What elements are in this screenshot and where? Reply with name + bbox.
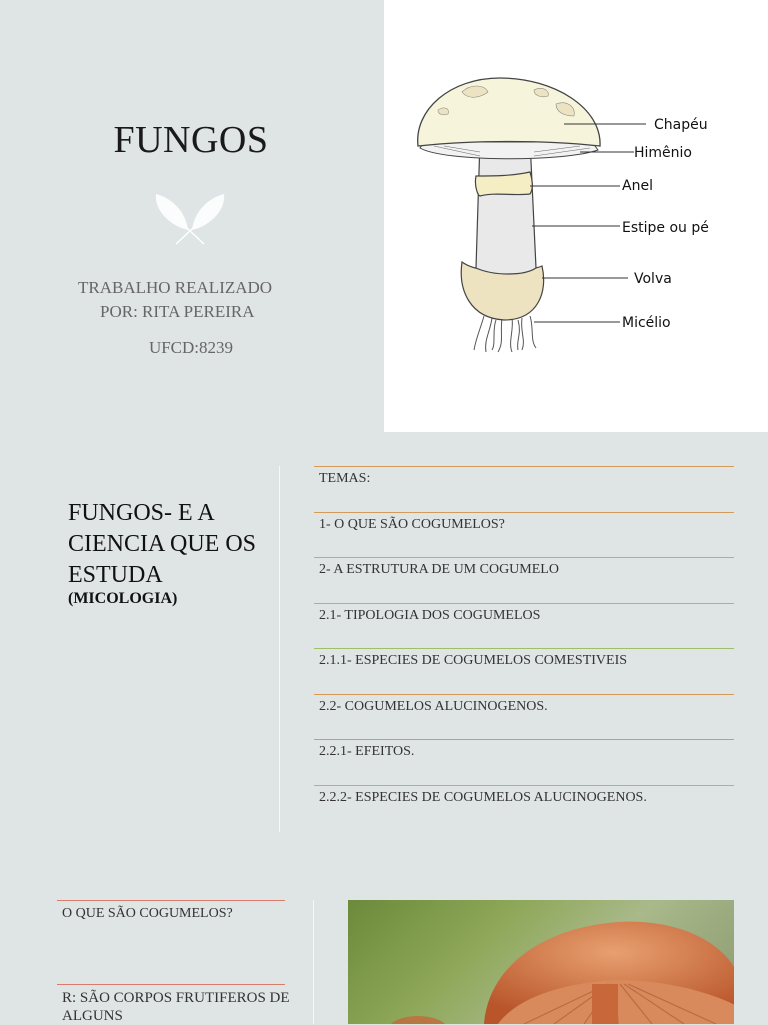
topic-item: 2.1.1- ESPECIES DE COGUMELOS COMESTIVEIS [314,648,734,694]
slide-topics [0,432,768,862]
slide-title [0,0,768,432]
topic-item: 2.1- TIPOLOGIA DOS COGUMELOS [314,603,734,649]
mushroom-photo [348,900,734,1024]
topic-item: 2.2.2- ESPECIES DE COGUMELOS ALUCINOGENOS. [314,785,734,831]
label-anel: Anel [622,178,653,194]
topic-item: 2.2- COGUMELOS ALUCINOGENOS. [314,694,734,740]
topic-list [314,466,734,830]
divider-rule [57,900,285,901]
topics-heading: FUNGOS- E A CIENCIA QUE OS ESTUDA [68,500,257,588]
author-block [60,276,320,324]
answer-text: R: SÃO CORPOS FRUTIFEROS DE ALGUNS [62,990,290,1024]
label-estipe: Estipe ou pé [622,220,709,236]
topic-item: 2.2.1- EFEITOS. [314,739,734,785]
divider-rule [57,984,285,985]
divider-line [279,466,280,832]
topic-item: 2- A ESTRUTURA DE UM COGUMELO [314,557,734,603]
slide-title-heading: FUNGOS [113,119,269,161]
question-text: O QUE SÃO COGUMELOS? [62,906,233,921]
slide-what-are-mushrooms [0,862,768,1024]
mushroom-photo-illustration [348,900,734,1024]
divider-line [313,900,314,1024]
leaf-icon [150,190,230,246]
label-chapeu: Chapéu [654,117,708,133]
label-himenio: Himênio [634,145,692,161]
mushroom-illustration [384,0,768,432]
topic-item: 1- O QUE SÃO COGUMELOS? [314,512,734,558]
author-line-1: TRABALHO REALIZADO [78,278,273,297]
ufcd-code: UFCD:8239 [148,338,234,357]
topics-subheading: (MICOLOGIA) [68,590,178,607]
author-line-2: POR: RITA PEREIRA [100,302,255,321]
label-volva: Volva [634,271,672,287]
label-micelio: Micélio [622,315,671,331]
topic-item: TEMAS: [314,466,734,512]
mushroom-diagram [384,0,768,432]
